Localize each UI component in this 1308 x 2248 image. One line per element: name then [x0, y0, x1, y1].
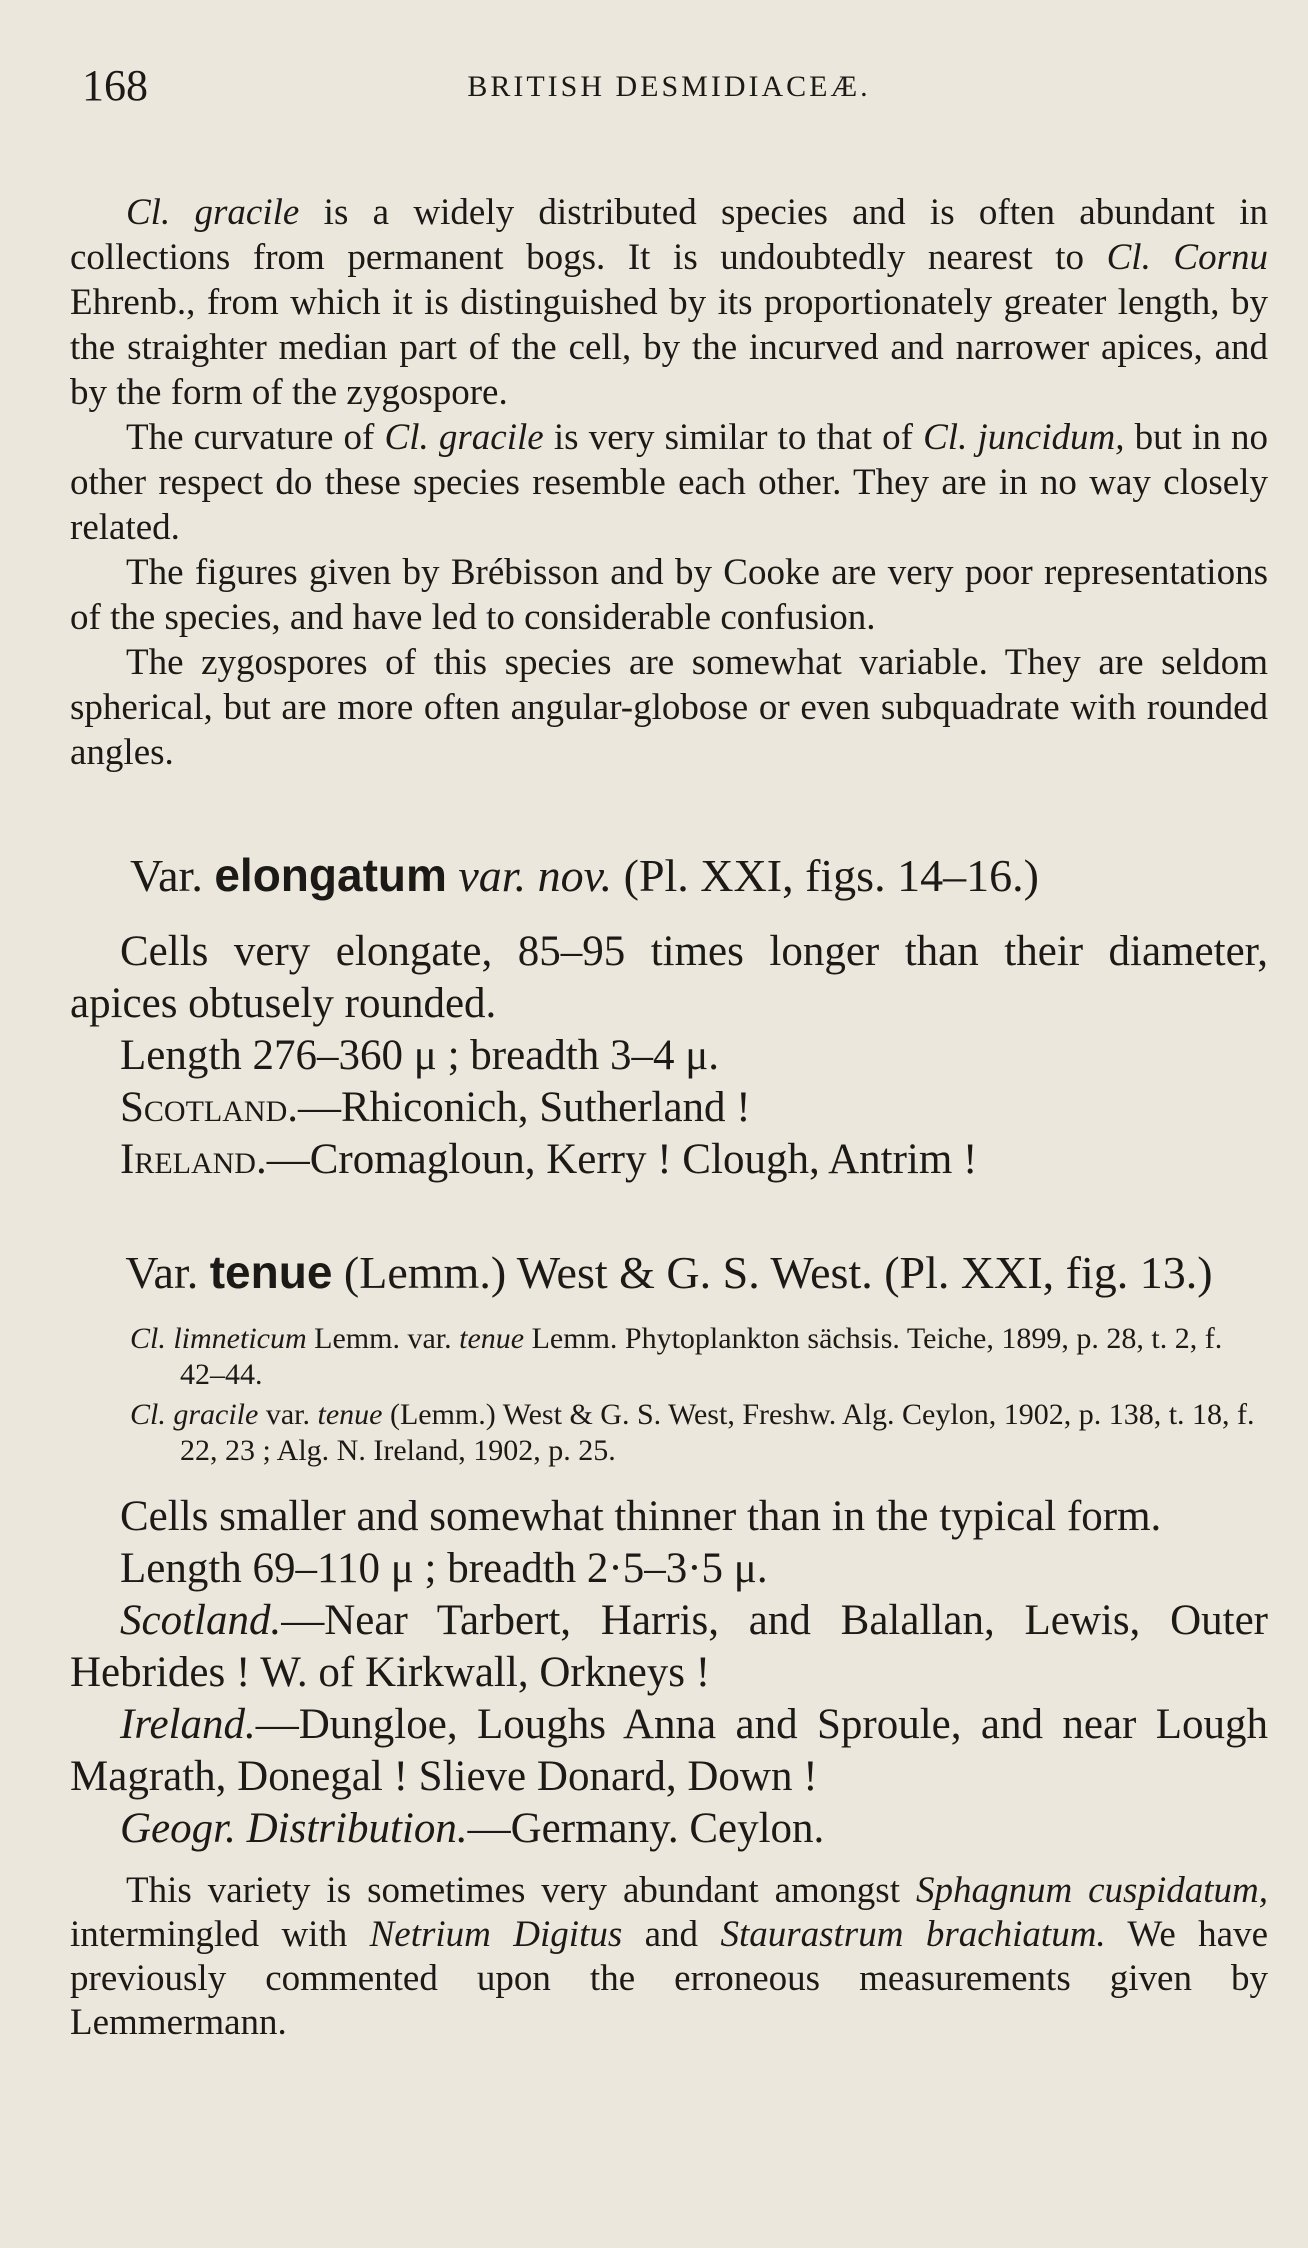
synonymy-list: [70, 1321, 1268, 1469]
locality-ireland: Ireland.—Dungloe, Loughs Anna and Sproule, and near Lough Magrath, Donegal ! Slieve Donard, Down !: [70, 1701, 1268, 1800]
variety-measurements: Length 69–110 μ ; breadth 2·5–3·5 μ.: [120, 1545, 768, 1592]
locality-ireland: Ireland.—Cromagloun, Kerry ! Clough, Antrim !: [120, 1136, 978, 1183]
variety-measurements: Length 276–360 μ ; breadth 3–4 μ.: [120, 1032, 720, 1079]
page-number: 168: [82, 61, 148, 110]
running-title: BRITISH DESMIDIACEÆ.: [467, 70, 871, 103]
paragraph-gracile-distribution: Cl. gracile is a widely distributed species and is often abundant in collections from permanent bogs. It is undoubtedly nearest to Cl. Cornu Ehrenb., from which it is distinguished by its proportionately greater length, by the straighter median part of the cell, by the incurved and narrower apices, and by the form of the zygospore.: [70, 192, 1268, 413]
paragraph-variety-abundance: This variety is sometimes very abundant amongst Sphagnum cuspidatum, intermingled with Netrium Digitus and Staurastrum brachiatum. We have previously commented upon the erroneous measurements given by Lemmermann.: [70, 1870, 1268, 2043]
variety-heading-elongatum: Var. elongatum var. nov. (Pl. XXI, figs. 14–16.): [130, 849, 1039, 901]
running-head: [70, 60, 1268, 120]
variety-tenue-text: [70, 1491, 1268, 1855]
paragraph-curvature: The curvature of Cl. gracile is very similar to that of Cl. juncidum, but in no other respect do these species resemble each other. They are in no way closely related.: [70, 417, 1268, 548]
variety-description: Cells smaller and somewhat thinner than in the typical form.: [120, 1493, 1162, 1540]
paragraph-figures: The figures given by Brébisson and by Cooke are very poor representations of the species, and have led to considerable confusion.: [70, 552, 1268, 638]
locality-scotland: Scotland.—Near Tarbert, Harris, and Balallan, Lewis, Outer Hebrides ! W. of Kirkwall, Orkneys !: [70, 1597, 1268, 1696]
locality-scotland: Scotland.—Rhiconich, Sutherland !: [120, 1084, 751, 1131]
paragraph-zygospores: The zygospores of this species are somewhat variable. They are seldom spherical, but are more often angular-globose or even subquadrate with rounded angles.: [70, 642, 1268, 773]
variety-heading-tenue: Var. tenue (Lemm.) West & G. S. West. (Pl. XXI, fig. 13.): [125, 1246, 1213, 1298]
variety-description: Cells very elongate, 85–95 times longer than their diameter, apices obtusely rounded.: [70, 928, 1268, 1027]
synonym-entry: Cl. limneticum Lemm. var. tenue Lemm. Phytoplankton sächsis. Teiche, 1899, p. 28, t. 2, f. 42–44.: [130, 1322, 1223, 1391]
variety-elongatum-text: [70, 926, 1268, 1186]
geographic-distribution: Geogr. Distribution.—Germany. Ceylon.: [120, 1805, 825, 1852]
synonym-entry: Cl. gracile var. tenue (Lemm.) West & G. S. West, Freshw. Alg. Ceylon, 1902, p. 138, t. 18, f. 22, 23 ; Alg. N. Ireland, 1902, p. 25.: [130, 1398, 1255, 1467]
